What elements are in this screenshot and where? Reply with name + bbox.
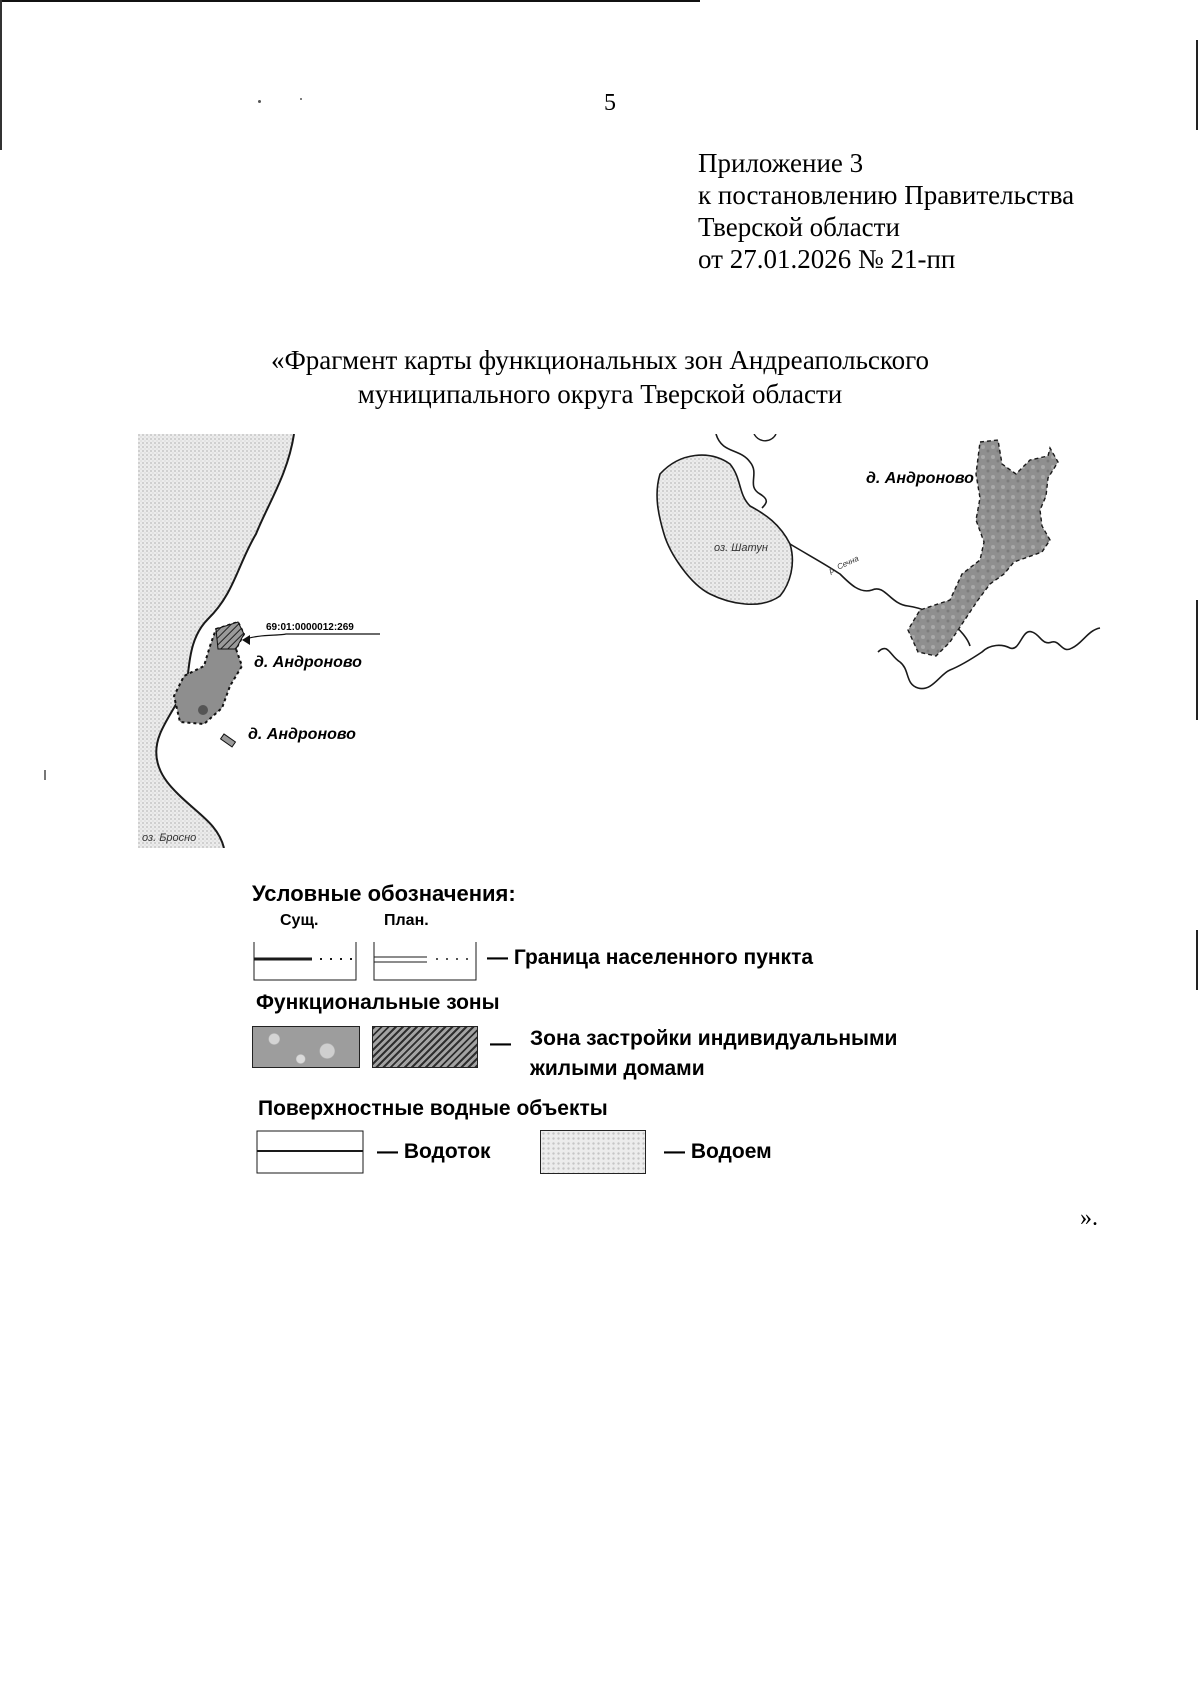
zone-legend-line: Зона застройки индивидуальными [530, 1027, 898, 1050]
watercourse-legend-label: — Водоток [377, 1140, 491, 1163]
parcel-callout-line [243, 634, 380, 640]
scan-speck [44, 770, 46, 780]
scan-speck [300, 98, 302, 100]
title-line: муниципального округа Тверской области [357, 379, 843, 409]
zones-section-title: Функциональные зоны [256, 991, 500, 1014]
page-number: 5 [604, 90, 616, 116]
legend-col-existing: Сущ. [280, 912, 319, 929]
legend-swatch-zone-existing [252, 1026, 360, 1068]
document-title [0, 343, 1200, 411]
title-line: «Фрагмент карты функциональных зон Андреапольского [270, 345, 930, 375]
appendix-line: от 27.01.2026 № 21-пп [698, 244, 956, 274]
boundary-legend-label: — Граница населенного пункта [487, 946, 814, 969]
lake-label: оз. Шатун [714, 542, 768, 554]
zone-legend-label [530, 1024, 897, 1084]
map-fragment-left [138, 434, 398, 848]
village-label: д. Андроново [254, 654, 362, 671]
scan-right-edge-mark [1196, 40, 1198, 130]
appendix-line: Приложение 3 [698, 148, 864, 178]
appendix-line: к постановлению Правительства [698, 180, 1075, 210]
legend-swatch-boundary-planned [372, 940, 478, 982]
appendix-line: Тверской области [698, 212, 900, 242]
appendix-header [698, 147, 1074, 275]
scan-top-edge-line [0, 0, 700, 2]
watercourse-symbol [256, 1130, 364, 1174]
boundary-existing-symbol [252, 940, 358, 982]
village-small-marker [221, 734, 236, 747]
scan-right-edge-mark [1196, 600, 1198, 720]
watercourse-line [754, 434, 776, 441]
scan-right-edge-mark [1196, 930, 1198, 990]
water-section-title: Поверхностные водные объекты [258, 1097, 608, 1120]
village-marker [198, 705, 208, 715]
legend-swatch-boundary-existing [252, 940, 358, 982]
village-label: д. Андроново [866, 470, 974, 487]
legend-swatch-zone-planned [372, 1026, 478, 1068]
parcel-id-label: 69:01:0000012:269 [266, 622, 354, 633]
river-label: р. Сечна [827, 553, 861, 576]
legend-col-planned: План. [384, 912, 429, 929]
zone-legend-line: жилыми домами [530, 1057, 705, 1080]
planned-parcel-shape [216, 622, 244, 649]
legend-swatch-waterbody [540, 1130, 646, 1174]
legend-title: Условные обозначения: [252, 881, 516, 906]
lake-label: оз. Бросно [142, 832, 197, 844]
lake-shatun-shape [657, 455, 792, 604]
closing-quote: ». [1080, 1205, 1098, 1231]
scan-left-edge-line [0, 0, 2, 150]
map-left-canvas [138, 434, 398, 848]
legend-swatch-watercourse [256, 1130, 364, 1174]
scan-speck [258, 100, 261, 103]
map-fragment-right [650, 434, 1110, 704]
village-label: д. Андроново [248, 726, 356, 743]
zone-legend-dash: — [490, 1032, 511, 1055]
waterbody-legend-label: — Водоем [664, 1140, 772, 1163]
boundary-planned-symbol [372, 940, 478, 982]
